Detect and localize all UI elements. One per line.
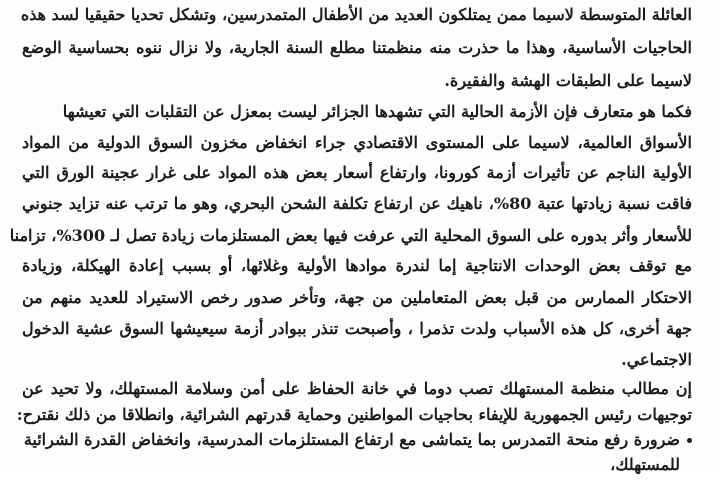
paragraph-line: لاسيما على الطبقات الهشة والفقيرة. [444, 71, 692, 90]
paragraph-line: الأسواق العالمية، لاسيما على المستوى الاقتصادي جراء انخفاض مخزون السوق الدولية من المواد [22, 133, 692, 152]
paragraph-line: جهة أخرى، كل هذه الأسباب ولدت تذمرا ، وأصبحت تنذر ببوادر أزمة سيعيشها السوق عشية الدخول [22, 319, 692, 338]
paragraph-line: مع توقف بعض الوحدات الانتاجية إما لندرة موادها الأولية وغلائها، أو بسبب إعادة الهيكلة، وزيادة [22, 256, 692, 275]
paragraph-line: إن مطالب منظمة المستهلك تصب دوما في خانة الحفاظ على أمن وسلامة المستهلك، ولا تحيد عن [22, 379, 692, 398]
paragraph-line: الاجتماعي. [621, 350, 692, 369]
bullet-icon [687, 438, 692, 443]
paragraph-line: الأولية الناجم عن تأثيرات أزمة كورونا، وارتفاع أسعار بعض هذه المواد على غرار عجينة الورق التي [22, 163, 692, 182]
bullet-line: للمستهلك، [610, 455, 680, 474]
paragraph-line: توجيهات رئيس الجمهورية للإيفاء بحاجيات المواطنين وحماية قدرتهم الشرائية، وانطلاقا من ذلك نقترح: [16, 405, 692, 424]
paragraph-line: للأسعار وأثر بدوره على السوق المحلية التي عرفت فيها بعض المستلزمات زيادة تصل لـ 300%، تزامنا [9, 226, 692, 245]
paragraph-line: الحاجيات الأساسية، وهذا ما حذرت منه منظمتنا مطلع السنة الجارية، ولا نزال ننوه بحساسية الوضع [22, 38, 692, 57]
bullet-line: ضرورة رفع منحة التمدرس بما يتماشى مع ارتفاع المستلزمات المدرسية، وانخفاض القدرة الشرائية [23, 430, 680, 449]
paragraph-line: العائلة المتوسطة لاسيما ممن يمتلكون العديد من الأطفال المتمدرسين، وتشكل تحديا حقيقيا لسد هذه [20, 5, 692, 24]
paragraph-line: الاحتكار الممارس من قبل بعض المتعاملين من جهة، وتأخر صدور رخص الاستيراد للعديد منهم من [22, 288, 692, 307]
paragraph-line: فكما هو متعارف فإن الأزمة الحالية التي تشهدها الجزائر ليست بمعزل عن التقلبات التي تعيشها [62, 102, 692, 121]
paragraph-line: فاقت نسبة زيادتها عتبة 80%، ناهيك عن ارتفاع تكلفة الشحن البحري، وهو ما ترتب عنه تزايد جنوني [22, 194, 692, 213]
